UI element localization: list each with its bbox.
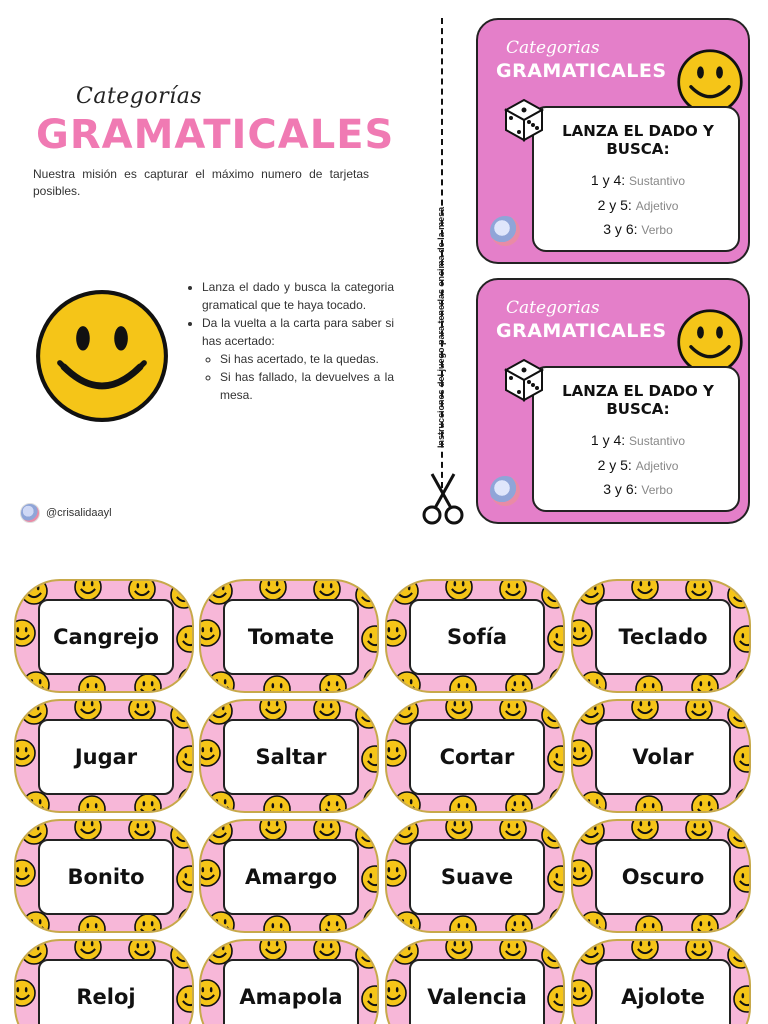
smiley-icon [34, 288, 170, 424]
word-card-label: Jugar [38, 719, 174, 795]
card-title: GRAMATICALES [496, 60, 667, 82]
word-card [199, 699, 379, 813]
card-panel [532, 366, 740, 512]
word-card [385, 699, 565, 813]
intro-subtitle: Categorías [76, 84, 203, 109]
word-card-label: Amapola [223, 959, 359, 1024]
rule-3: 3 y 6: Verbo [603, 481, 673, 497]
word-card [571, 579, 751, 693]
word-card [199, 579, 379, 693]
word-card [385, 579, 565, 693]
word-card [571, 699, 751, 813]
card-headline: LANZA EL DADO Y BUSCA: [562, 382, 714, 418]
word-card-label: Oscuro [595, 839, 731, 915]
dice-icon [500, 356, 548, 404]
word-card [199, 939, 379, 1024]
word-card-label: Reloj [38, 959, 174, 1024]
word-card [385, 939, 565, 1024]
rule-1: 1 y 4: Sustantivo [590, 172, 686, 188]
intro-text: Nuestra misión es capturar el máximo numero de tarjetas posibles. [33, 167, 369, 198]
word-card-label: Cortar [409, 719, 545, 795]
instruction-subitem: ◦ Si has fallado, la devuelves a la mesa. [220, 368, 394, 404]
avatar [490, 216, 520, 246]
word-card [571, 819, 751, 933]
word-card [14, 819, 194, 933]
word-card [385, 819, 565, 933]
instruction-subitem: ◦ Si has acertado, te la quedas. [220, 350, 394, 368]
word-card [14, 939, 194, 1024]
avatar [490, 476, 520, 506]
instruction-card [476, 18, 750, 264]
instruction-item: • Lanza el dado y busca la categoria gramatical que te haya tocado. [202, 278, 394, 314]
intro-title: GRAMATICALES [36, 112, 395, 158]
word-card-label: Tomate [223, 599, 359, 675]
rule-2: 2 y 5: Adjetivo [597, 197, 679, 213]
word-card [199, 819, 379, 933]
word-card-label: Teclado [595, 599, 731, 675]
word-card-label: Bonito [38, 839, 174, 915]
word-card [14, 579, 194, 693]
handle-text: @crisalidaayl [46, 507, 112, 519]
rule-2: 2 y 5: Adjetivo [597, 457, 679, 473]
card-headline: LANZA EL DADO Y BUSCA: [562, 122, 714, 158]
instruction-card [476, 278, 750, 524]
word-card-label: Valencia [409, 959, 545, 1024]
cut-label: Instrucciones del juego para tenerlas encima de la mesa [436, 206, 446, 448]
rule-1: 1 y 4: Sustantivo [590, 432, 686, 448]
word-card [14, 699, 194, 813]
card-subtitle: Categorias [506, 298, 600, 318]
author-handle [20, 503, 112, 523]
dice-icon [500, 96, 548, 144]
word-card-label: Sofía [409, 599, 545, 675]
word-card-label: Saltar [223, 719, 359, 795]
word-card-label: Ajolote [595, 959, 731, 1024]
word-card-label: Volar [595, 719, 731, 795]
word-card-label: Suave [409, 839, 545, 915]
card-title: GRAMATICALES [496, 320, 667, 342]
card-subtitle: Categorias [506, 38, 600, 58]
instructions-list [188, 278, 394, 404]
rule-3: 3 y 6: Verbo [603, 221, 673, 237]
word-card [571, 939, 751, 1024]
scissors-icon [420, 472, 466, 526]
card-panel [532, 106, 740, 252]
word-card-label: Amargo [223, 839, 359, 915]
word-card-label: Cangrejo [38, 599, 174, 675]
avatar [20, 503, 40, 523]
instruction-item: • Da la vuelta a la carta para saber si has acertado: ◦ Si has acertado, te la quedas. ◦ Si has fallado, la devuelves a la mesa. [202, 314, 394, 404]
